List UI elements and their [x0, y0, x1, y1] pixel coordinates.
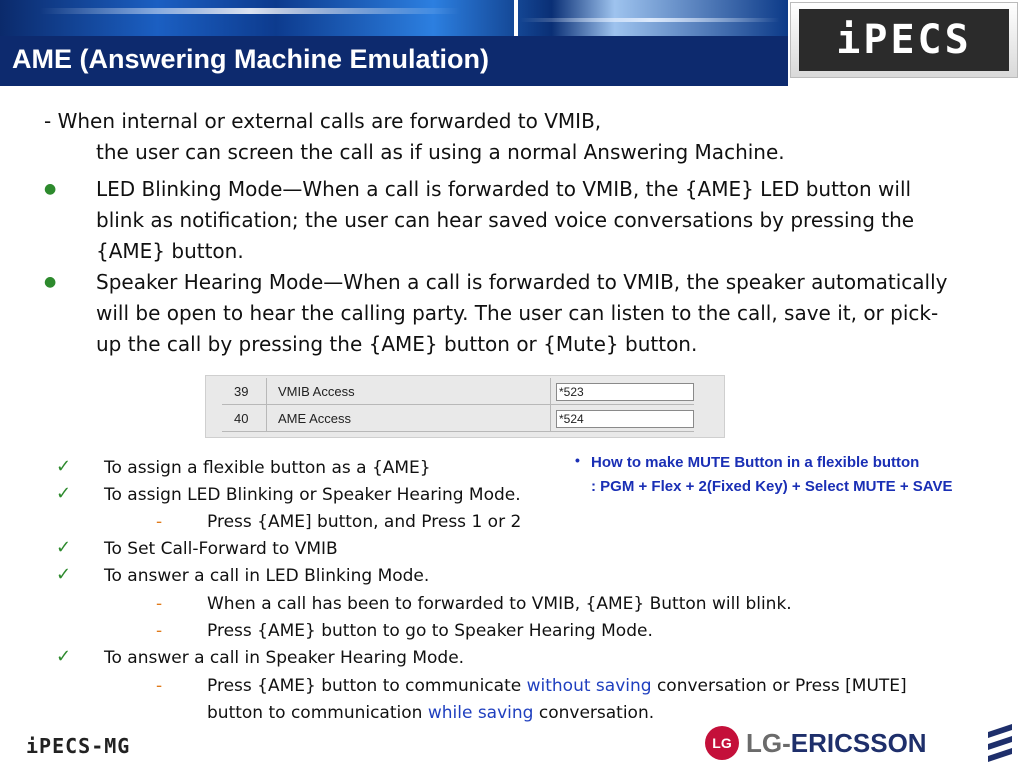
- blue-bullet-icon: •: [575, 452, 580, 468]
- sub-text-part: Press {AME} button to communicate: [207, 676, 527, 696]
- checklist-text: To assign LED Blinking or Speaker Hearing Mode.: [104, 485, 521, 505]
- highlight-while-saving: while saving: [427, 703, 534, 723]
- checkmark-icon: ✓: [56, 564, 72, 585]
- title-bar: [0, 36, 788, 86]
- intro-text: [44, 106, 844, 168]
- highlight-without-saving: without saving: [526, 676, 652, 696]
- checklist-text: To answer a call in Speaker Hearing Mode.: [104, 648, 465, 668]
- row-number: 40: [234, 411, 249, 426]
- lg-logo-text: LG: [746, 728, 783, 758]
- checkmark-icon: ✓: [56, 646, 72, 667]
- sub-text-part: conversation.: [533, 703, 655, 723]
- header-light-streak: [40, 8, 460, 14]
- header-separator: [514, 0, 518, 36]
- feature-code-table: [205, 375, 725, 438]
- sub-item-text: [207, 676, 907, 696]
- sub-item-text: [207, 703, 654, 723]
- table-row: [222, 405, 694, 432]
- orange-dash-icon: -: [156, 512, 163, 532]
- ericsson-logo-text: ERICSSON: [790, 728, 927, 758]
- checkmark-icon: ✓: [56, 537, 72, 558]
- lg-ericsson-logo: [746, 728, 927, 759]
- ipecs-logo-text: iPECS: [799, 9, 1009, 71]
- ame-access-code-field[interactable]: *524: [556, 410, 694, 428]
- orange-dash-icon: -: [156, 676, 163, 696]
- green-bullet-icon: ●: [44, 274, 57, 290]
- checklist-text: To assign a flexible button as a {AME}: [104, 458, 431, 478]
- checklist-text: To answer a call in LED Blinking Mode.: [104, 566, 430, 586]
- table-row: [222, 378, 694, 405]
- note-line-1: How to make MUTE Button in a flexible button: [591, 454, 920, 471]
- checklist-text: To Set Call-Forward to VMIB: [104, 539, 338, 559]
- ericsson-logo-icon: [984, 722, 1016, 762]
- ipecs-mg-logo: iPECS-MG: [26, 734, 131, 758]
- sub-text-part: button to communication: [207, 703, 428, 723]
- checkmark-icon: ✓: [56, 456, 72, 477]
- row-number-cell: [222, 378, 267, 404]
- bullet-text: Speaker Hearing Mode—When a call is forwarded to VMIB, the speaker automatically will be open to hear the calling party. The user can listen to the call, save it, or pick-up the call by pressing the {AME} button or {Mute} button.: [96, 270, 948, 356]
- ipecs-logo: [790, 2, 1018, 78]
- sub-item-text: Press {AME] button, and Press 1 or 2: [207, 512, 522, 532]
- intro-line-1: - When internal or external calls are forwarded to VMIB,: [44, 109, 602, 133]
- header-banner: [0, 0, 788, 36]
- green-bullet-icon: ●: [44, 181, 57, 197]
- intro-line-2: the user can screen the call as if using a normal Answering Machine.: [96, 140, 785, 164]
- lg-logo-icon: LG: [705, 726, 739, 760]
- sub-item-text: When a call has been to forwarded to VMIB, {AME} Button will blink.: [207, 594, 792, 614]
- row-number-cell: [222, 405, 267, 431]
- orange-dash-icon: -: [156, 621, 163, 641]
- row-label: VMIB Access: [278, 384, 355, 399]
- checkmark-icon: ✓: [56, 483, 72, 504]
- sub-item-text: Press {AME} button to go to Speaker Hearing Mode.: [207, 621, 653, 641]
- vmib-access-code-field[interactable]: *523: [556, 383, 694, 401]
- column-divider: [550, 405, 551, 431]
- row-label: AME Access: [278, 411, 351, 426]
- page-title: AME (Answering Machine Emulation): [12, 44, 490, 74]
- header-light-streak: [520, 18, 780, 22]
- row-number: 39: [234, 384, 249, 399]
- note-line-2: : PGM + Flex + 2(Fixed Key) + Select MUTE + SAVE: [591, 478, 953, 495]
- bullet-text: LED Blinking Mode—When a call is forwarded to VMIB, the {AME} LED button will blink as notification; the user can hear saved voice conversations by pressing the {AME} button.: [96, 177, 915, 263]
- orange-dash-icon: -: [156, 594, 163, 614]
- column-divider: [550, 378, 551, 404]
- logo-dash: -: [782, 728, 791, 758]
- sub-text-part: conversation or Press [MUTE]: [651, 676, 907, 696]
